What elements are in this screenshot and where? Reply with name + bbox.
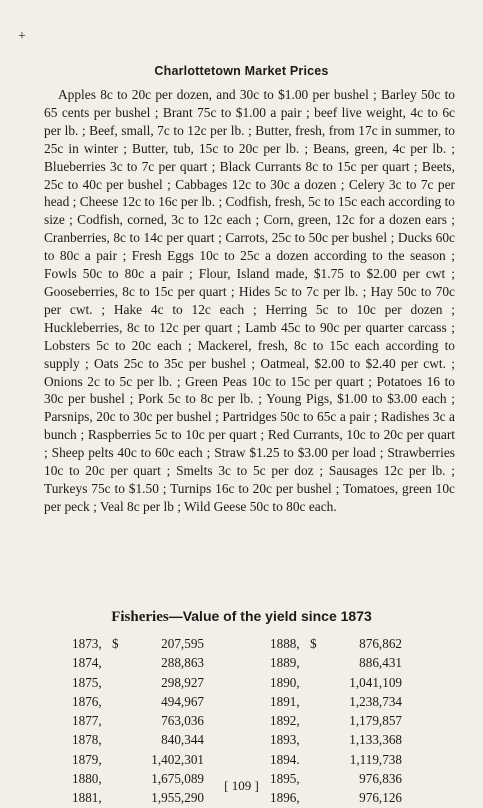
currency-symbol: $	[112, 636, 119, 651]
value-cell: 288,863	[161, 655, 204, 671]
table-row	[72, 730, 204, 749]
year-cell: 1879,	[72, 751, 102, 767]
value-cell: 1,179,857	[349, 713, 402, 729]
year-cell: 1881,	[72, 790, 102, 806]
table-row	[72, 711, 204, 730]
table-row	[270, 653, 402, 672]
table-row	[270, 692, 402, 711]
table-row	[72, 673, 204, 692]
value-cell: 763,036	[161, 713, 204, 729]
fisheries-heading-title: Fisheries	[111, 609, 169, 625]
year-cell: 1874,	[72, 655, 102, 671]
table-row	[72, 653, 204, 672]
value-cell: 1,675,089	[151, 771, 204, 787]
fisheries-heading	[0, 608, 483, 626]
value-cell: 494,967	[161, 693, 204, 709]
value-cell: 1,133,368	[349, 732, 402, 748]
page-number: [ 109 ]	[224, 778, 259, 793]
table-row	[270, 673, 402, 692]
table-row	[270, 750, 402, 769]
market-prices-heading: Charlottetown Market Prices	[154, 64, 329, 78]
year-cell: 1880,	[72, 771, 102, 787]
year-cell: 1892,	[270, 713, 300, 729]
year-cell: 1895,	[270, 771, 300, 787]
table-row	[72, 750, 204, 769]
table-row	[270, 634, 402, 653]
year-cell: 1877,	[72, 713, 102, 729]
value-cell: 298,927	[161, 674, 204, 690]
value-cell: 207,595	[161, 636, 204, 651]
value-cell: 876,862	[359, 636, 402, 651]
year-cell: 1875,	[72, 674, 102, 690]
year-cell: 1894.	[270, 751, 300, 767]
year-cell: 1896,	[270, 790, 300, 806]
value-cell: 1,955,290	[151, 790, 204, 806]
table-row	[72, 692, 204, 711]
currency-symbol: $	[310, 636, 317, 651]
year-cell: 1890,	[270, 674, 300, 690]
fisheries-heading-subtitle: —Value of the yield since 1873	[168, 608, 372, 624]
market-prices-text: Apples 8c to 20c per dozen, and 30c to $1.00 per bushel ; Barley 50c to 65 cents per bushel ; Brant 75c to $1.00 a pair ; beef live weight, 4c to 6c per lb. ; Beef, small, 7c to 12c per lb. ; Butter, fresh, from 17c in summer, to 25c in winter ; Butter, tub, 15c to 20c per lb. ; Beans, green, 4c per lb. ; Blueberries 3c to 7c per quart ; Black Currants 8c to 15c per quart ; Beets, 25c to 40c per bushel ; Cabbages 12c to 30c a dozen ; Celery 3c to 7c per head ; Cheese 12c to 16c per lb. ; Codfish, fresh, 5c to 15c each according to size ; Codfish, corned, 3c to 12c each ; Corn, green, 12c for a dozen ears ; Cranberries, 8c to 14c per quart ; Carrots, 25c to 50c per bushel ; Ducks 60c to 80c a pair ; Fresh Eggs 10c to 25c a dozen according to the season ; Fowls 50c to 80c a pair ; Flour, Island made, $1.75 to $2.00 per cwt ; Gooseberries, 8c to 15c per quart ; Hides 5c to 7c per lb. ; Hay 50c to 70c per cwt. ; Hake 4c to 12c each ; Herring 5c to 10c per dozen ; Huckleberries, 8c to 12c per quart ; Lamb 45c to 90c per quarter carcass ; Lobsters 5c to 20c each ; Mackerel, fresh, 8c to 15c each according to supply ; Oats 25c to 35c per bushel ; Oatmeal, $2.00 to $2.40 per cwt. ; Onions 2c to 5c per lb. ; Green Peas 10c to 15c per quart ; Potatoes 16 to 30c per bushel ; Pork 5c to 8c per lb. ; Young Pigs, $1.00 to $3.00 each ; Parsnips, 20c to 30c per bushel ; Partridges 50c to 65c a pair ; Radishes 3c a bunch ; Raspberries 5c to 10c per quart ; Red Currants, 10c to 20c per quart ; Sheep pelts 40c to 60c each ; Straw $1.25 to $3.00 per load ; Strawberries 10c to 20c per quart ; Smelts 3c to 5c per doz ; Sausages 12c per lb. ; Turkeys 75c to $1.50 ; Turnips 16c to 20c per bushel ; Tomatoes, green 10c per peck ; Veal 8c per lb ; Wild Geese 50c to 80c each.	[44, 87, 455, 514]
table-row	[270, 730, 402, 749]
year-cell: 1891,	[270, 693, 300, 709]
year-cell: 1893,	[270, 732, 300, 748]
value-cell: 1,402,301	[151, 751, 204, 767]
value-cell: 1,238,734	[349, 693, 402, 709]
year-cell: 1876,	[72, 693, 102, 709]
value-cell: 1,041,109	[349, 674, 402, 690]
year-cell: 1888,	[270, 636, 300, 651]
year-cell: 1873,	[72, 636, 102, 651]
corner-mark: +	[18, 29, 26, 44]
table-row	[72, 634, 204, 653]
value-cell: 886,431	[359, 655, 402, 671]
value-cell: 1,119,738	[349, 751, 402, 767]
year-cell: 1878,	[72, 732, 102, 748]
year-cell: 1889,	[270, 655, 300, 671]
value-cell: 976,836	[359, 771, 402, 787]
value-cell: 840,344	[161, 732, 204, 748]
table-row	[270, 711, 402, 730]
value-cell: 976,126	[359, 790, 402, 806]
